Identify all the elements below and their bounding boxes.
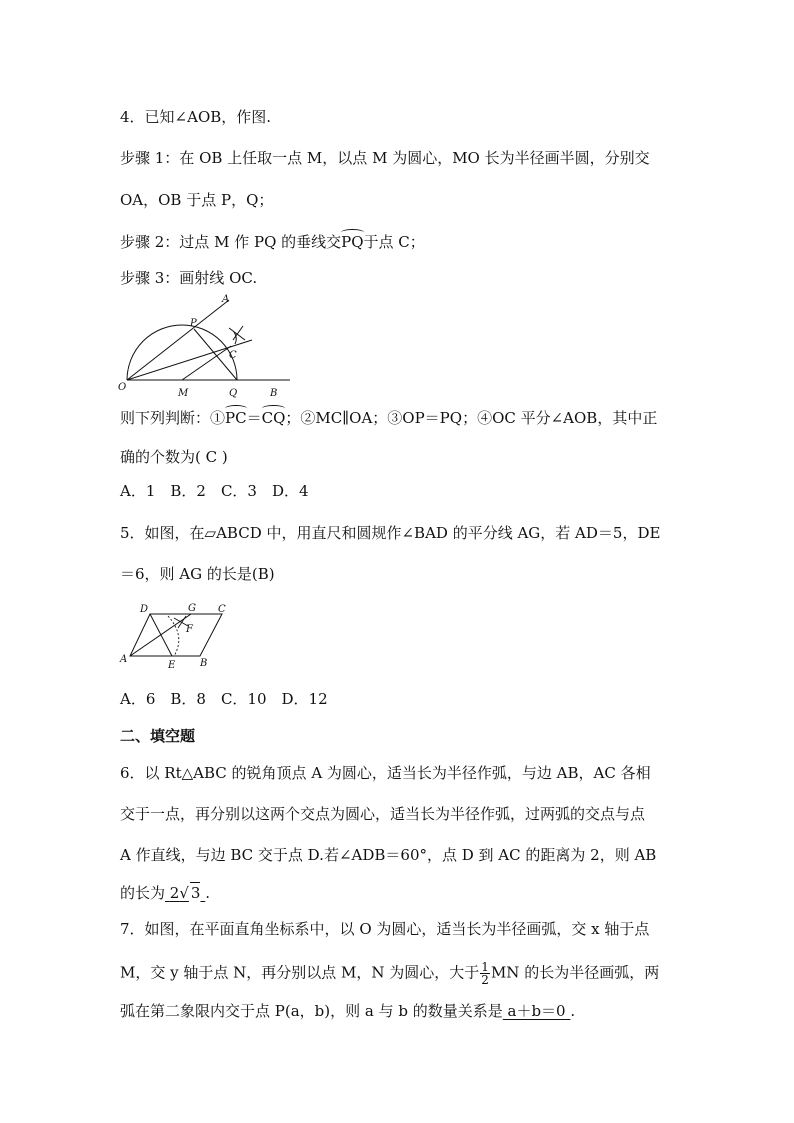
- q4-step2-pre: 步骤 2：过点 M 作 PQ 的垂线交: [120, 233, 342, 251]
- q7-line2-pre: M，交 y 轴于点 N，再分别以点 M，N 为圆心，大于: [120, 963, 480, 982]
- q7-line3-pre: 弧在第二象限内交于点 P(a，b)，则 a 与 b 的数量关系是: [120, 1002, 503, 1020]
- q4-step1-line1: 步骤 1：在 OB 上任取一点 M，以点 M 为圆心，MO 长为半径画半圆，分别交: [120, 149, 650, 167]
- q5-options: A．6 B．8 C．10 D．12: [120, 690, 328, 708]
- q5-stem-line1: 5．如图，在▱ABCD 中，用直尺和圆规作∠BAD 的平分线 AG，若 AD＝5，DE: [120, 524, 661, 542]
- q7-frac-num: 1: [481, 960, 489, 974]
- q4-judge-pre: 则下列判断：①: [120, 409, 226, 427]
- q4-step2: [120, 232, 425, 252]
- q5-label-D: D: [140, 604, 149, 615]
- q4-label-P: P: [190, 318, 197, 329]
- q4-label-C: C: [229, 350, 237, 361]
- q7-line1: 7．如图，在平面直角坐标系中，以 O 为圆心，适当长为半径画弧，交 x 轴于点: [120, 920, 650, 938]
- q5-construct-arc: [168, 616, 179, 656]
- q4-judge-arc1: PC: [225, 409, 247, 427]
- q4-step2-post: 于点 C；: [363, 233, 425, 251]
- q4-segment-MC: [182, 346, 231, 380]
- q7-line2: [120, 961, 659, 986]
- q4-figure: [114, 292, 294, 402]
- q5-label-E: E: [168, 660, 176, 671]
- q6-line4-post: .: [205, 884, 211, 902]
- q6-line4: [120, 882, 210, 903]
- q5-label-F: F: [186, 624, 193, 635]
- q7-line3-post: .: [570, 1002, 576, 1020]
- q5-label-C: C: [218, 604, 226, 615]
- q7-fraction: [480, 961, 490, 986]
- q4-step2-arc: PQ: [341, 233, 364, 251]
- q4-judge-post: ；②MC∥OA；③OP＝PQ；④OC 平分∠AOB，其中正: [285, 409, 658, 427]
- q4-judgement: [120, 408, 657, 428]
- q4-label-O: O: [118, 382, 127, 393]
- q4-label-B: B: [270, 388, 278, 399]
- q5-label-B: B: [200, 658, 208, 669]
- q6-answer-coef: 2: [169, 884, 180, 902]
- q7-line3: [120, 1001, 575, 1021]
- q4-stem: 4．已知∠AOB，作图.: [120, 108, 272, 126]
- q6-line1: 6．以 Rt△ABC 的锐角顶点 A 为圆心，适当长为半径作弧，与边 AB，AC 各相: [120, 764, 651, 782]
- q5-label-A: A: [120, 654, 128, 665]
- q4-label-Q: Q: [229, 388, 238, 399]
- q4-judgement-line2: 确的个数为( C ): [120, 448, 228, 466]
- q5-figure: [116, 600, 236, 672]
- q5-segment-DE: [150, 614, 172, 656]
- section-heading: 二、填空题: [120, 727, 196, 745]
- q4-ray-OA: [127, 300, 229, 380]
- q7-line2-post: MN 的长为半径画弧，两: [490, 963, 660, 982]
- q4-step1-line2: OA，OB 于点 P，Q；: [120, 191, 274, 209]
- q5-stem-line2: ＝6，则 AG 的长是(B): [120, 565, 275, 583]
- q6-line2: 交于一点，再分别以这两个交点为圆心，适当长为半径作弧，过两弧的交点与点: [120, 805, 646, 823]
- q4-judge-eq: ＝: [246, 409, 262, 427]
- q7-answer-text: a＋b＝0: [507, 1002, 566, 1020]
- q4-step3: 步骤 3：画射线 OC.: [120, 269, 258, 287]
- q4-semicircle: [127, 325, 237, 380]
- q5-label-G: G: [188, 603, 196, 614]
- q4-label-M: M: [178, 388, 189, 399]
- q6-line3: A 作直线，与边 BC 交于点 D.若∠ADB＝60°，点 D 到 AC 的距离为 2，则 AB: [120, 846, 657, 864]
- q4-label-A: A: [222, 294, 230, 305]
- q4-judge-arc2: CQ: [261, 409, 286, 427]
- q6-line4-pre: 的长为: [120, 884, 166, 902]
- q6-answer-radicand: 3: [190, 884, 201, 902]
- q5-parallelogram: [130, 614, 222, 656]
- q4-options: A．1 B．2 C．3 D．4: [120, 482, 309, 500]
- q7-answer: [503, 1002, 571, 1020]
- q7-frac-den: 2: [481, 973, 489, 987]
- q6-answer: 2√ 3: [169, 884, 201, 902]
